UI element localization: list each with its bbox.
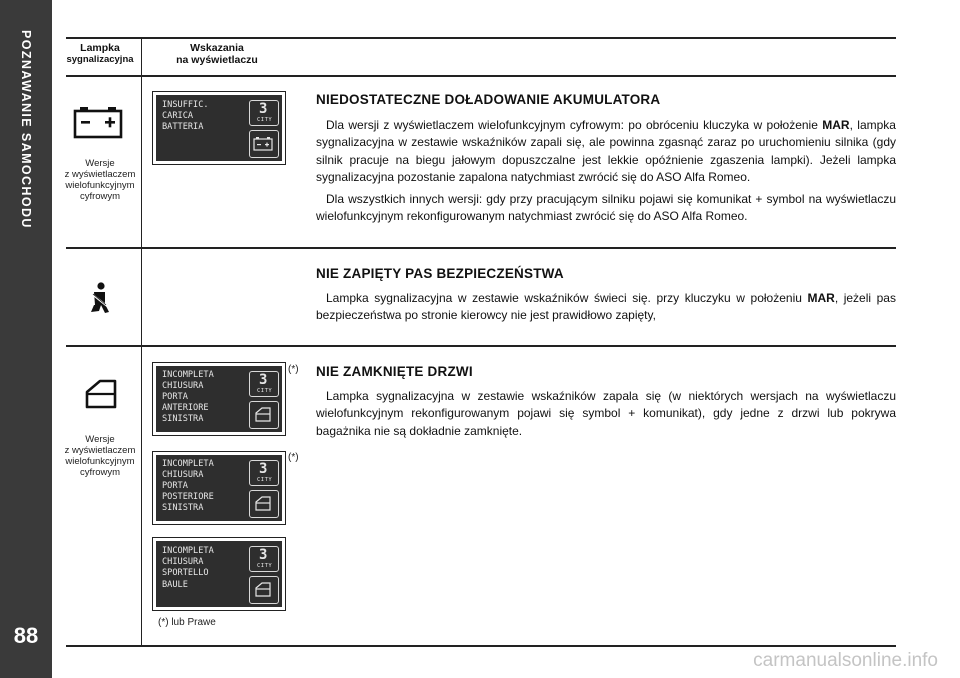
header-display-line1: Wskazania [190,42,244,54]
display-symbol-box [249,490,279,518]
header-lamp-line2: sygnalizacyjna [66,54,134,65]
battery-version-caption [58,158,142,202]
display-city: CITY [257,563,273,569]
battery-para1-part2: , lampka sygnalizacyjna w zestawie wskaźników zapali się, ale powinna zgasnąć zaraz po uruchomieniu silnika (gdy silnik pracuje na biegu jałowym dopuszczalne jest lekkie opóźnienie zgaszenia lampki). Jeżeli lampka sygnalizacyjna pozostanie zapalona natychmiast zwrócić się do ASO Alfa Romeo. [316,118,896,185]
caption-line: Wersje [85,434,115,445]
seatbelt-icon [85,281,115,315]
footnote: (*) lub Prawe [158,617,216,628]
header-lamp-line1: Lampka [80,42,120,54]
door-open-icon [250,577,276,601]
caption-line: z wyświetlaczem [64,445,136,456]
display-number-box [249,371,279,397]
bottom-rule [66,645,896,647]
door-open-icon [250,402,276,426]
door-rear-display [152,451,286,525]
sidebar [0,0,52,678]
door-open-icon [84,378,118,410]
footnote-marker: (*) [288,364,299,375]
seatbelt-para-part1: Lampka sygnalizacyjna w zestawie wskaźników świeci się. przy kluczyku w położeniu [326,291,808,305]
top-rule [66,37,896,39]
battery-para2: Dla wszystkich innych wersji: gdy przy pracującym silniku pojawi się komunikat + symbol na wyświetlaczu wielofunkcyjnym rekonfigurowanym natychmiast zwrócić się do ASO Alfa Romeo. [316,191,896,224]
display-screen [156,366,282,432]
display-city: CITY [257,477,273,483]
battery-section-title: NIEDOSTATECZNE DOŁADOWANIE AKUMULATORA [316,92,661,107]
column-divider [141,37,142,646]
display-number: 3 [259,461,268,477]
display-symbol-box [249,576,279,604]
display-number: 3 [259,372,268,388]
mar-keyword: MAR [807,291,835,305]
display-screen [156,455,282,521]
battery-para1-part1: Dla wersji z wyświetlaczem wielofunkcyjnym cyfrowym: po obróceniu kluczyka w położenie [326,118,823,132]
caption-line: wielofunkcyjnym [65,180,135,191]
display-screen [156,541,282,607]
column-header-display [152,42,282,66]
section-title: POZNAWANIE SAMOCHODU [19,30,33,229]
doors-section-text [316,388,896,444]
column-header-lamp [58,42,142,66]
mar-keyword: MAR [822,118,850,132]
display-city: CITY [257,117,273,123]
display-city: CITY [257,388,273,394]
seatbelt-section-title: NIE ZAPIĘTY PAS BEZPIECZEŃSTWA [316,266,564,281]
display-number-box [249,546,279,572]
display-message: INCOMPLETA CHIUSURA PORTA POSTERIORE SINISTRA [162,459,214,513]
display-screen [156,95,282,161]
seatbelt-section-text [316,290,896,329]
page-number: 88 [13,623,39,648]
display-message: INSUFFIC. CARICA BATTERIA [162,100,209,133]
caption-line: Wersje [85,158,115,169]
door-front-display [152,362,286,436]
caption-line: cyfrowym [79,467,121,478]
door-open-icon [250,491,276,515]
seatbelt-para-part2: , jeżeli pas bezpieczeństwa po stronie kierowcy nie jest prawidłowo zapięty, [316,291,896,323]
doors-version-caption [58,434,142,478]
section-rule [66,247,896,249]
caption-line: cyfrowym [79,191,121,202]
caption-line: z wyświetlaczem [64,169,136,180]
display-number-box [249,100,279,126]
section-rule [66,345,896,347]
battery-icon [250,131,276,155]
battery-icon [72,106,124,140]
doors-section-title: NIE ZAMKNIĘTE DRZWI [316,364,473,379]
display-message: INCOMPLETA CHIUSURA PORTA ANTERIORE SINISTRA [162,370,214,424]
header-display-line2: na wyświetlaczu [176,54,258,66]
display-message: INCOMPLETA CHIUSURA SPORTELLO BAULE [162,546,214,590]
battery-section-text [316,117,896,229]
footnote-marker: (*) [288,452,299,463]
display-symbol-box [249,401,279,429]
display-number: 3 [259,547,268,563]
doors-para: Lampka sygnalizacyjna w zestawie wskaźników zapala się (w niektórych wersjach na wyświetlaczu wielofunkcyjnym rekonfigurowanym pojawi się symbol + komunikat), gdy jedne z drzwi lub pokrywa bagażnika nie są dokładnie zamknięte. [316,389,896,438]
display-number: 3 [259,101,268,117]
display-number-box [249,460,279,486]
watermark: carmanualsonline.info [753,650,938,671]
caption-line: wielofunkcyjnym [65,456,135,467]
header-rule [66,75,896,77]
trunk-display [152,537,286,611]
battery-display [152,91,286,165]
display-symbol-box [249,130,279,158]
